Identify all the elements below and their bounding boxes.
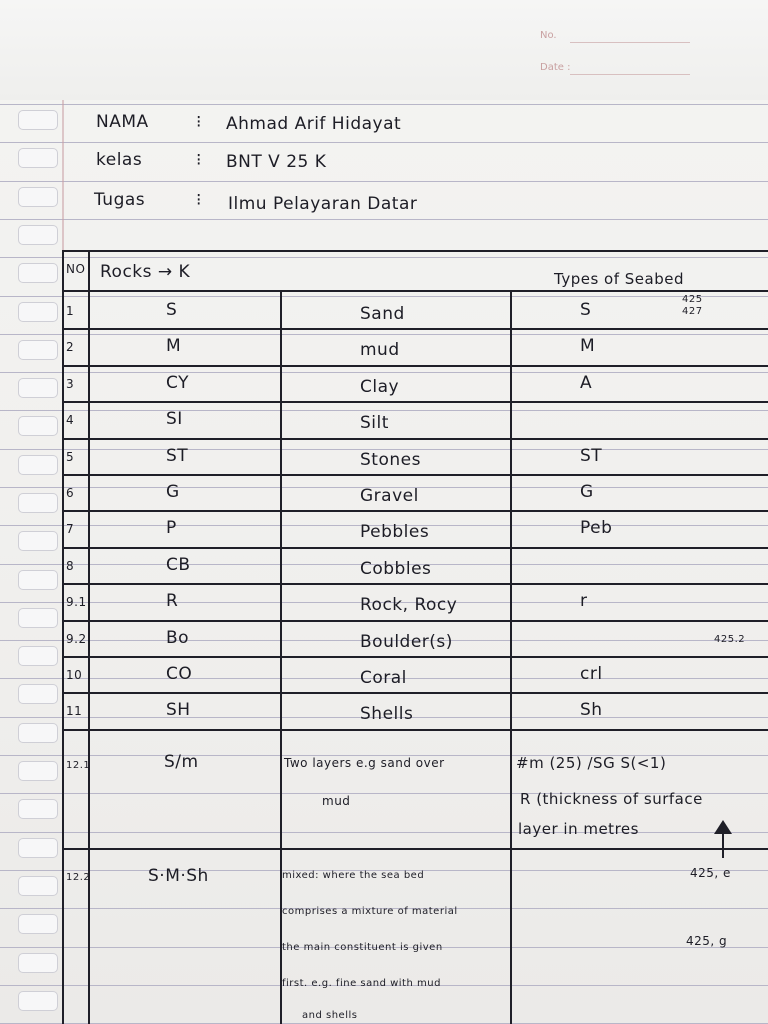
spiral-ring [18, 761, 58, 781]
row-12-2-desc-4: first. e.g. fine sand with mud [282, 978, 441, 989]
ruled-line [0, 410, 768, 411]
table-row-divider [62, 583, 768, 585]
spiral-ring [18, 608, 58, 628]
row-name: Boulder(s) [360, 632, 453, 652]
row-type: Sh [580, 700, 603, 720]
row-abbr: P [166, 518, 177, 538]
date-field [540, 62, 570, 73]
row-type: A [580, 373, 593, 393]
spiral-ring [18, 416, 58, 436]
row-abbr: SH [166, 700, 191, 720]
spiral-ring [18, 991, 58, 1011]
ruled-line [0, 372, 768, 373]
spiral-ring [18, 723, 58, 743]
name-value: Ahmad Arif Hidayat [226, 114, 402, 134]
class-label: kelas [96, 150, 143, 170]
row-note: 425.2 [714, 634, 746, 645]
row-no: 9.2 [66, 632, 87, 646]
row-name: Sand [360, 304, 405, 324]
spiral-ring [18, 799, 58, 819]
row-12-2-note-2: 425, g [686, 934, 728, 948]
row-name: Stones [360, 450, 421, 470]
row-abbr: CB [166, 555, 191, 575]
row-name: Gravel [360, 486, 419, 506]
task-value: Ilmu Pelayaran Datar [228, 194, 418, 214]
header-types: Types of Seabed [554, 270, 684, 288]
table-row-divider [62, 692, 768, 694]
row-no: 10 [66, 668, 83, 682]
table-row-divider [62, 474, 768, 476]
row-12-2-desc-2: comprises a mixture of material [282, 906, 458, 917]
row-12-1-desc-2: mud [322, 794, 351, 808]
ruled-line [0, 832, 768, 833]
row-abbr: R [166, 591, 179, 611]
row-no: 3 [66, 377, 75, 391]
row-type: M [580, 336, 596, 356]
row-abbr: ST [166, 446, 189, 466]
ruled-line [0, 142, 768, 143]
row-12-1-abbr: S/m [164, 752, 199, 772]
spiral-ring [18, 876, 58, 896]
table-row-divider [62, 848, 768, 850]
row-type: ST [580, 446, 603, 466]
ruled-line [0, 334, 768, 335]
ruled-line [0, 219, 768, 220]
row-no: 8 [66, 559, 75, 573]
task-label: Tugas [94, 190, 146, 210]
row-12-1-type-3: layer in metres [518, 820, 639, 838]
spiral-ring [18, 531, 58, 551]
row-12-1-desc-1: Two layers e.g sand over [284, 756, 445, 770]
header-rocks: Rocks → K [100, 262, 191, 282]
spiral-ring [18, 302, 58, 322]
table-row-divider [62, 656, 768, 658]
row-note: 427 [682, 306, 703, 317]
spiral-ring [18, 684, 58, 704]
row-no: 4 [66, 413, 75, 427]
table-row-divider [62, 365, 768, 367]
row-no: 2 [66, 340, 75, 354]
table-row-divider [62, 547, 768, 549]
table-row-divider [62, 510, 768, 512]
row-no: 5 [66, 450, 75, 464]
row-name: Silt [360, 413, 389, 433]
name-separator: ⁝ [196, 112, 202, 132]
table-row-divider [62, 328, 768, 330]
row-name: Rock, Rocy [360, 595, 458, 615]
row-type: G [580, 482, 594, 502]
spiral-ring [18, 187, 58, 207]
no-field [540, 30, 557, 41]
header-no: NO [66, 262, 86, 276]
spiral-ring [18, 914, 58, 934]
name-label: NAMA [96, 112, 149, 132]
row-type: crl [580, 664, 603, 684]
spiral-ring [18, 570, 58, 590]
spiral-ring [18, 455, 58, 475]
row-name: Cobbles [360, 559, 432, 579]
row-no: 11 [66, 704, 83, 718]
spiral-ring [18, 225, 58, 245]
row-abbr: M [166, 336, 182, 356]
spiral-ring [18, 148, 58, 168]
row-12-2-no: 12.2 [66, 872, 91, 883]
row-12-1-type-1: #m (25) /SG S(<1) [516, 754, 667, 772]
date-label: Date : [540, 62, 571, 73]
ruled-line [0, 104, 768, 105]
class-separator: ⁝ [196, 150, 202, 170]
ruled-line [0, 296, 768, 297]
row-abbr: SI [166, 409, 183, 429]
row-no: 9.1 [66, 595, 87, 609]
spiral-ring [18, 493, 58, 513]
row-12-1-no: 12.1 [66, 760, 91, 771]
row-name: Clay [360, 377, 400, 397]
spiral-ring [18, 110, 58, 130]
row-type: r [580, 591, 588, 611]
row-abbr: G [166, 482, 180, 502]
row-no: 7 [66, 522, 75, 536]
page-top-area [0, 0, 768, 100]
table-row-divider [62, 401, 768, 403]
row-abbr: CY [166, 373, 189, 393]
row-abbr: Bo [166, 628, 190, 648]
row-type: S [580, 300, 592, 320]
row-type: Peb [580, 518, 613, 538]
task-separator: ⁝ [196, 190, 202, 210]
row-abbr: CO [166, 664, 193, 684]
spiral-ring [18, 340, 58, 360]
row-name: Pebbles [360, 522, 430, 542]
spiral-ring [18, 953, 58, 973]
row-note: 425 [682, 294, 703, 305]
row-no: 6 [66, 486, 75, 500]
row-12-2-desc-5: and shells [302, 1010, 358, 1021]
row-name: mud [360, 340, 400, 360]
row-12-2-note-1: 425, e [690, 866, 731, 880]
table-row-divider [62, 438, 768, 440]
no-label: No. [540, 30, 557, 41]
up-arrow-icon [710, 818, 736, 860]
spiral-ring [18, 263, 58, 283]
spiral-ring [18, 838, 58, 858]
row-name: Shells [360, 704, 414, 724]
class-value: BNT V 25 K [226, 152, 327, 172]
row-12-2-desc-3: the main constituent is given [282, 942, 443, 953]
spiral-ring [18, 646, 58, 666]
table-row-divider [62, 620, 768, 622]
ruled-line [0, 181, 768, 182]
row-12-2-desc-1: mixed: where the sea bed [282, 870, 425, 881]
row-no: 1 [66, 304, 75, 318]
row-12-2-abbr: S·M·Sh [148, 866, 209, 886]
row-12-1-type-2: R (thickness of surface [520, 790, 703, 808]
ruled-line [0, 257, 768, 258]
table-row-divider [62, 729, 768, 731]
spiral-ring [18, 378, 58, 398]
row-abbr: S [166, 300, 178, 320]
row-name: Coral [360, 668, 407, 688]
